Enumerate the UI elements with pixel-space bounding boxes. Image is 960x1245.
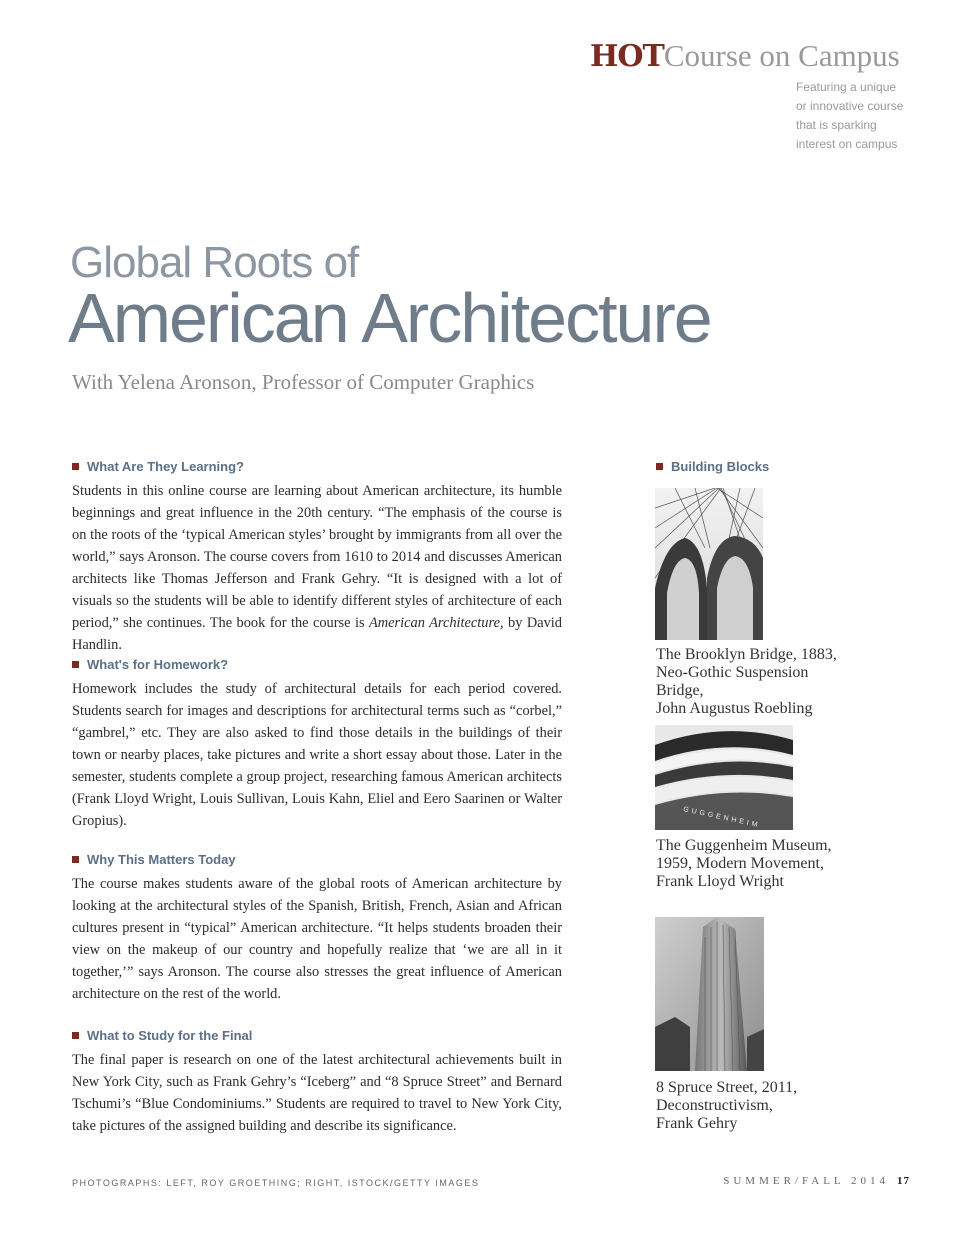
body-text: by David Handlin. [72, 615, 562, 653]
sidebar-heading-text: Building Blocks [671, 459, 770, 474]
section-heading-text: What's for Homework? [87, 657, 229, 672]
section-why-matters [72, 852, 562, 1005]
tagline-line: interest on campus [796, 137, 898, 151]
caption-line: Frank Gehry [656, 1115, 738, 1132]
article-subtitle: With Yelena Aronson, Professor of Computer Graphics [72, 370, 535, 394]
section-heading [72, 852, 562, 867]
caption-line: John Augustus Roebling [656, 700, 813, 717]
section-learning [72, 459, 562, 656]
tagline-line: that is sparking [796, 118, 877, 132]
banner-tagline [796, 78, 906, 154]
section-final [72, 1028, 562, 1137]
photo-caption [656, 646, 856, 718]
caption-line: The Guggenheim Museum, [656, 837, 832, 854]
section-heading [72, 657, 562, 672]
page-title: American Architecture [68, 279, 711, 357]
section-heading-text: What Are They Learning? [87, 459, 244, 474]
guggenheim-photo [655, 725, 793, 830]
brooklyn-bridge-photo [655, 488, 763, 640]
body-text: Students in this online course are learning about American architecture, its humble beginnings and great influence in the 20th century. “The emphasis of the course is on the roots of the ‘typical American styles’ brought by immigrants from all over the world,” says Aronson. The course covers from 1610 to 2014 and discusses American architects like Thomas Jefferson and Frank Gehry. “It is designed with a lot of visuals so the students will be able to identify different styles of architecture of each period,” she continues. The book for the course is [72, 483, 562, 631]
square-bullet-icon [72, 661, 79, 668]
photo-credits: PHOTOGRAPHS: LEFT, ROY GROETHING; RIGHT, ISTOCK/GETTY IMAGES [72, 1178, 480, 1188]
title-line-1: Global Roots of [70, 238, 359, 287]
section-homework [72, 657, 562, 832]
tagline-line: Featuring a unique [796, 80, 897, 94]
sidebar-heading-wrap [656, 459, 856, 480]
section-heading [72, 1028, 562, 1043]
square-bullet-icon [72, 1032, 79, 1039]
photo-caption [656, 837, 856, 891]
spruce-street-photo [655, 917, 764, 1071]
sidebar-heading [656, 459, 856, 474]
page-number: 17 [897, 1175, 910, 1187]
caption-line: Deconstructivism, [656, 1097, 773, 1114]
section-heading-text: Why This Matters Today [87, 852, 236, 867]
tagline-line: or innovative course [796, 99, 904, 113]
section-body: Homework includes the study of architectural details for each period covered. Students search for images and descriptions for architectural terms such as “corbel,” “gambrel,” etc. They are also asked to find those details in the buildings of their town or nearby places, take pictures and write a short essay about those. Later in the semester, students complete a group project, researching famous American architects (Frank Lloyd Wright, Louis Sullivan, Louis Kahn, Eliel and Eero Saarinen or Walter Gropius). [72, 681, 562, 829]
section-banner [590, 38, 900, 74]
square-bullet-icon [72, 463, 79, 470]
photo-caption [656, 1079, 856, 1133]
section-heading [72, 459, 562, 474]
guggenheim-sign-text: GUGGENHEIM [682, 806, 761, 830]
caption-line: Neo-Gothic Suspension Bridge, [656, 664, 809, 699]
section-body: The course makes students aware of the global roots of American architecture by looking at the architectural styles of the Spanish, British, French, Asian and African cultures present in “typical” American architecture. “It helps students broaden their view on the makeup of our country and hopefully realize that ‘we are all in it together,’” says Aronson. The course also stresses the great influence of American architecture on the rest of the world. [72, 876, 562, 1002]
issue-footer [723, 1175, 910, 1187]
square-bullet-icon [72, 856, 79, 863]
caption-line: The Brooklyn Bridge, 1883, [656, 646, 837, 663]
book-title: American Architecture, [368, 615, 504, 631]
section-heading-text: What to Study for the Final [87, 1028, 253, 1043]
square-bullet-icon [656, 463, 663, 470]
hot-label: HOT [590, 39, 664, 74]
course-on-campus-label: Course on Campus [663, 38, 900, 73]
issue-label: SUMMER/FALL 2014 [723, 1175, 889, 1187]
caption-line: 8 Spruce Street, 2011, [656, 1079, 798, 1096]
section-body: The final paper is research on one of the latest architectural achievements built in New York City, such as Frank Gehry’s “Iceberg” and “8 Spruce Street” and Bernard Tschumi’s “Blue Condominiums.” Students are required to travel to New York City, take pictures of the assigned building and describe its significance. [72, 1052, 562, 1134]
caption-line: 1959, Modern Movement, [656, 855, 824, 872]
section-body [72, 480, 562, 656]
caption-line: Frank Lloyd Wright [656, 873, 784, 890]
